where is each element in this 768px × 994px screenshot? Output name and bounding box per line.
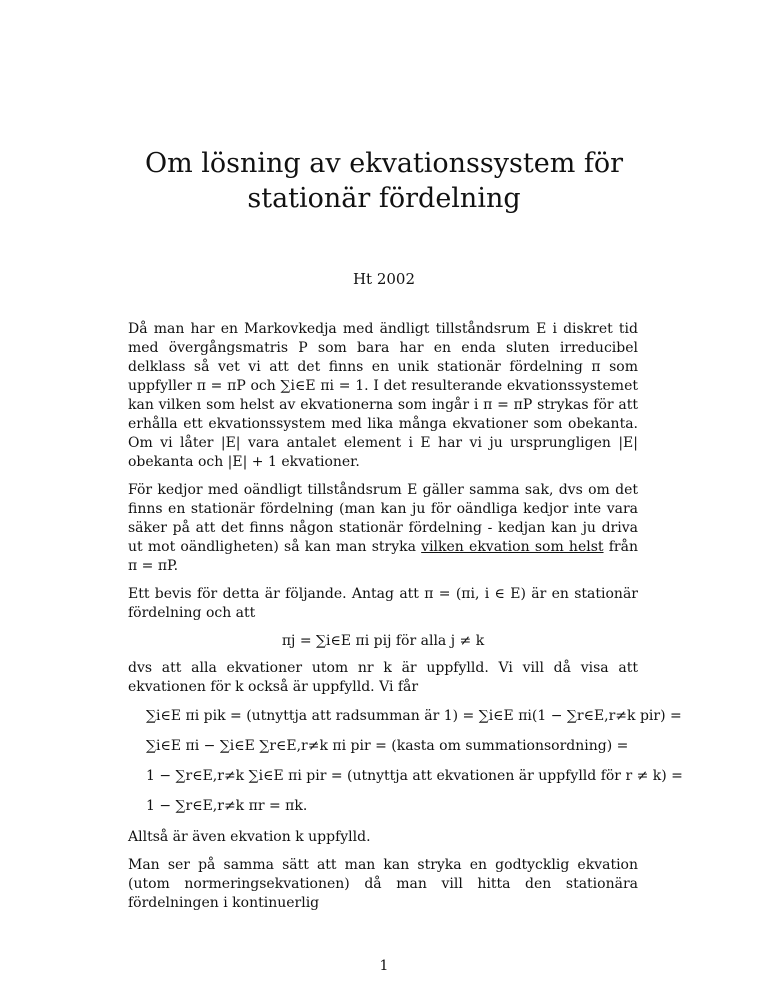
page-title: Om lösning av ekvationssystem för stationär fördelning	[144, 148, 624, 214]
display-equation: πj = ∑i∈E πi pij för alla j ≠ k	[281, 633, 485, 649]
derivation-line-3: 1 − ∑r∈E,r≠k ∑i∈E πi pir = (utnyttja att ekvationen är uppfylld för r ≠ k) =	[146, 768, 683, 784]
paragraph-1: Då man har en Markovkedja med ändligt tillståndsrum E i diskret tid med övergångsmatris P som bara har en enda sluten irreducibel delklass så vet vi att det finns en unik stationär fördelning π som uppfyller π = πP och ∑i∈E πi = 1. I det resulterande ekvationssystemet kan vilken som helst av ekvationerna som ingår i π = πP strykas för att erhålla ett ekvationssystem med lika många ekvationer som obekanta. Om vi låter |E| vara antalet element i E har vi ju ursprungligen |E| obekanta och |E| + 1 ekvationer.	[128, 321, 638, 470]
derivation-line-2: ∑i∈E πi − ∑i∈E ∑r∈E,r≠k πi pir = (kasta om summationsordning) =	[146, 738, 629, 754]
derivation	[146, 707, 683, 816]
paragraph-3: Ett bevis för detta är följande. Antag att π = (πi, i ∈ E) är en stationär fördelning och att	[128, 586, 638, 621]
paragraph-5: Alltså är även ekvation k uppfylld.	[128, 829, 371, 845]
underlined-phrase: vilken ekvation som helst	[421, 539, 604, 555]
derivation-line-1: ∑i∈E πi pik = (utnyttja att radsumman är 1) = ∑i∈E πi(1 − ∑r∈E,r≠k pir) =	[146, 708, 682, 724]
paragraph-2-text: För kedjor med oändligt tillståndsrum E gäller samma sak, dvs om det finns en stationär fördelning (man kan ju för oändliga kedjor inte vara säker på att det finns någon stationär fördelning - kedjan kan ju driva ut mot oändligheten) så kan man stryka vilken ekvation som helst från π = πP.	[128, 482, 638, 574]
paragraph-2	[128, 481, 638, 576]
derivation-line-4: 1 − ∑r∈E,r≠k πr = πk.	[146, 798, 308, 814]
document-body	[128, 320, 683, 922]
paragraph-4: dvs att alla ekvationer utom nr k är uppfylld. Vi vill då visa att ekvationen för k också är uppfylld. Vi får	[128, 660, 638, 695]
paragraph-6: Man ser på samma sätt att man kan stryka en godtycklig ekvation (utom normeringsekvationen) då man vill hitta den stationära fördelningen i kontinuerlig	[128, 857, 638, 911]
page-number: 1	[379, 958, 389, 974]
document-date: Ht 2002	[352, 270, 416, 288]
